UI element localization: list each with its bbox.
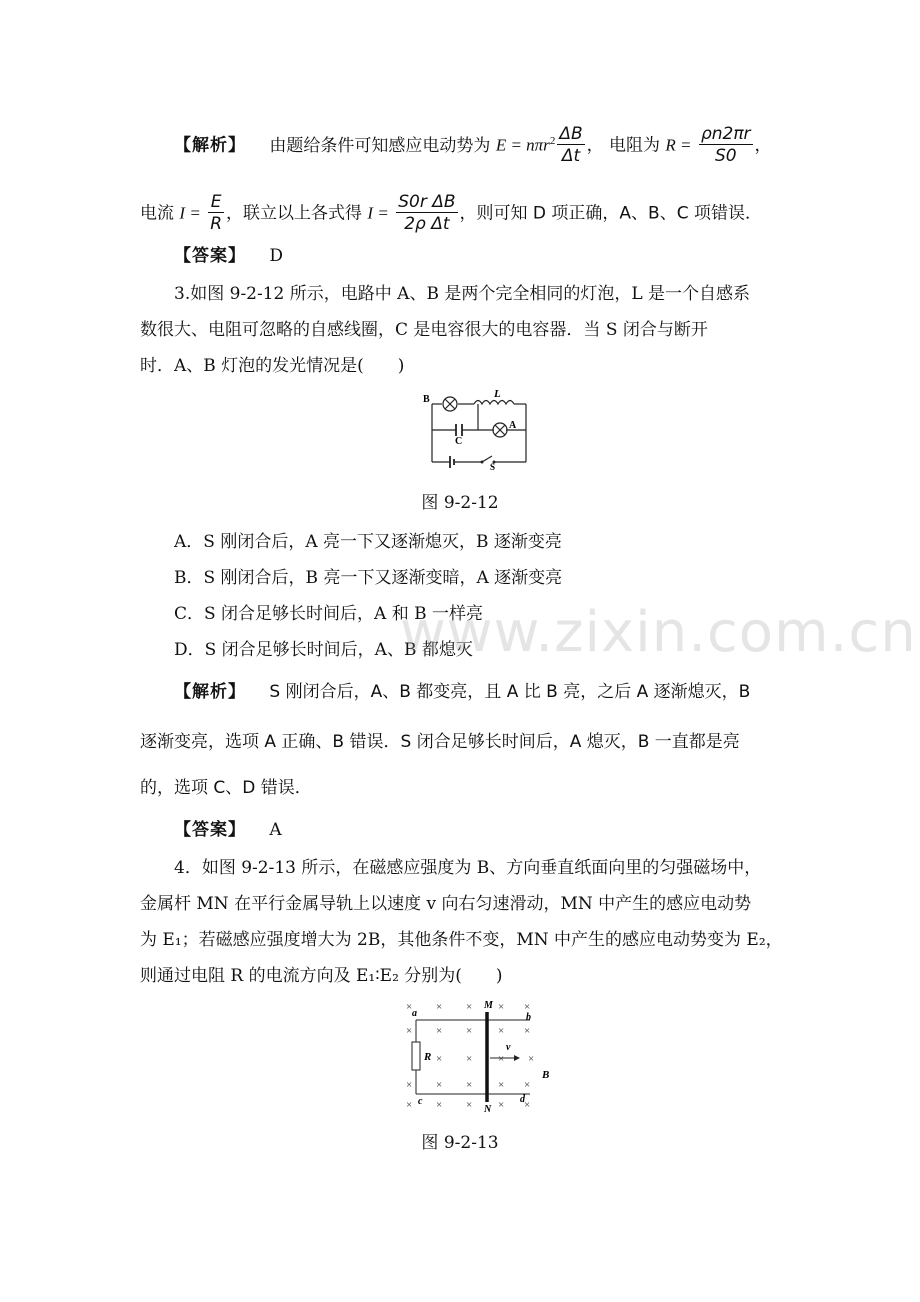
label-c: c: [418, 1096, 423, 1107]
answer-tag: 【答案】: [174, 820, 246, 840]
q3-stem-line1: 3.如图 9-2-12 所示，电路中 A、B 是两个完全相同的灯泡，L 是一个自感系: [174, 284, 751, 304]
answer-tag: 【答案】: [174, 246, 246, 266]
svg-text:×: ×: [498, 1079, 505, 1091]
label-s: S: [490, 462, 496, 470]
svg-text:×: ×: [436, 1053, 443, 1065]
svg-text:×: ×: [406, 1079, 413, 1091]
result-fraction: $\frac{\text{S0r ΔB}}{\text{2ρ Δt}}$: [398, 192, 456, 234]
svg-text:×: ×: [406, 1025, 413, 1037]
svg-text:×: ×: [524, 1025, 531, 1037]
figure-caption-9-2-13: 图 9-2-13: [421, 1133, 499, 1153]
svg-text:×: ×: [528, 1053, 535, 1065]
q2-answer: 【答案】 D: [174, 246, 284, 266]
q4-stem-line4: 则通过电阻 R 的电流方向及 E₁∶E₂ 分别为( ): [140, 966, 503, 986]
analysis-tag: 【解析】: [174, 135, 246, 156]
q4-stem-line2: 金属杆 MN 在平行金属导轨上以速度 v 向右匀速滑动，MN 中产生的感应电动势: [140, 894, 752, 914]
rail-figure: [400, 996, 560, 1114]
label-n: N: [484, 1104, 492, 1114]
q3-option-c: C．S 闭合足够长时间后，A 和 B 一样亮: [174, 604, 484, 624]
svg-text:×: ×: [498, 1053, 505, 1065]
svg-text:×: ×: [524, 1099, 531, 1111]
q3-option-d: D．S 闭合足够长时间后，A、B 都熄灭: [174, 640, 473, 660]
label-b: B: [423, 394, 430, 405]
q2-analysis-line1: 【解析】 由题给条件可知感应电动势为 E = nπr$^2$ $\frac{\Delta B}{\Delta t}$ ， 电阻为 R = $\frac{\rho n2\pi r}{S0}$ ，: [174, 124, 772, 166]
q3-analysis-line3: 的，选项 C、D 错误．: [140, 778, 312, 798]
label-d: d: [520, 1094, 525, 1105]
label-field-b: B: [542, 1069, 550, 1081]
svg-text:×: ×: [498, 1001, 505, 1013]
q4-stem-line3: 为 E₁；若磁感应强度增大为 2B，其他条件不变，MN 中产生的感应电动势变为 E₂，: [140, 930, 783, 950]
label-a: A: [509, 420, 517, 431]
label-a: a: [412, 1008, 417, 1019]
analysis-tag: 【解析】: [174, 682, 246, 702]
q3-analysis-line1: 【解析】 S 刚闭合后，A、B 都变亮，且 A 比 B 亮，之后 A 逐渐熄灭，B: [174, 682, 751, 702]
q3-option-a: A．S 刚闭合后，A 亮一下又逐渐熄灭，B 逐渐变亮: [174, 532, 562, 552]
svg-text:×: ×: [466, 1053, 473, 1065]
q4-stem-line1: 4．如图 9-2-13 所示，在磁感应强度为 B、方向垂直纸面向里的匀强磁场中，: [174, 858, 762, 878]
q3-stem-line3: 时．A、B 灯泡的发光情况是( ): [140, 356, 405, 376]
watermark: www.zixin.com.cn: [400, 600, 917, 665]
resistance-fraction: $\frac{\rho n2\pi r}{S0}$: [700, 124, 751, 166]
svg-text:×: ×: [406, 1099, 413, 1111]
q2-analysis-line2: 电流 I = $\frac{E}{R}$ ，联立以上各式得 I = $\frac{\text{S0r ΔB}}{\text{2ρ Δt}}$ ，则可知 D 项正确，A、B、C 项错误．: [140, 192, 762, 234]
emf-fraction: $\frac{\Delta B}{\Delta t}$: [559, 124, 583, 166]
label-m: M: [484, 1000, 493, 1011]
svg-text:×: ×: [436, 1001, 443, 1013]
label-v: v: [506, 1042, 511, 1053]
svg-text:×: ×: [498, 1099, 505, 1111]
svg-text:×: ×: [466, 1025, 473, 1037]
circuit-figure: [420, 384, 540, 470]
q3-stem-line2: 数很大、电阻可忽略的自感线圈，C 是电容很大的电容器．当 S 闭合与断开: [140, 320, 708, 340]
svg-text:×: ×: [436, 1099, 443, 1111]
label-r: R: [424, 1051, 432, 1063]
svg-text:×: ×: [524, 1079, 531, 1091]
svg-text:×: ×: [436, 1079, 443, 1091]
svg-text:×: ×: [466, 1001, 473, 1013]
figure-caption-9-2-12: 图 9-2-12: [421, 493, 499, 513]
svg-text:×: ×: [524, 1001, 531, 1013]
svg-text:×: ×: [436, 1025, 443, 1037]
svg-text:×: ×: [406, 1001, 413, 1013]
svg-text:×: ×: [466, 1079, 473, 1091]
label-l: L: [494, 388, 501, 400]
current-fraction: $\frac{E}{R}$: [210, 192, 223, 234]
q3-analysis-line2: 逐渐变亮，选项 A 正确、B 错误．S 闭合足够长时间后，A 熄灭，B 一直都是亮: [140, 732, 740, 752]
q3-option-b: B．S 刚闭合后，B 亮一下又逐渐变暗，A 逐渐变亮: [174, 568, 563, 588]
q3-answer: 【答案】 A: [174, 820, 282, 840]
svg-text:×: ×: [466, 1099, 473, 1111]
label-b-corner: b: [526, 1012, 531, 1023]
label-c: C: [455, 436, 463, 447]
svg-text:×: ×: [498, 1025, 505, 1037]
